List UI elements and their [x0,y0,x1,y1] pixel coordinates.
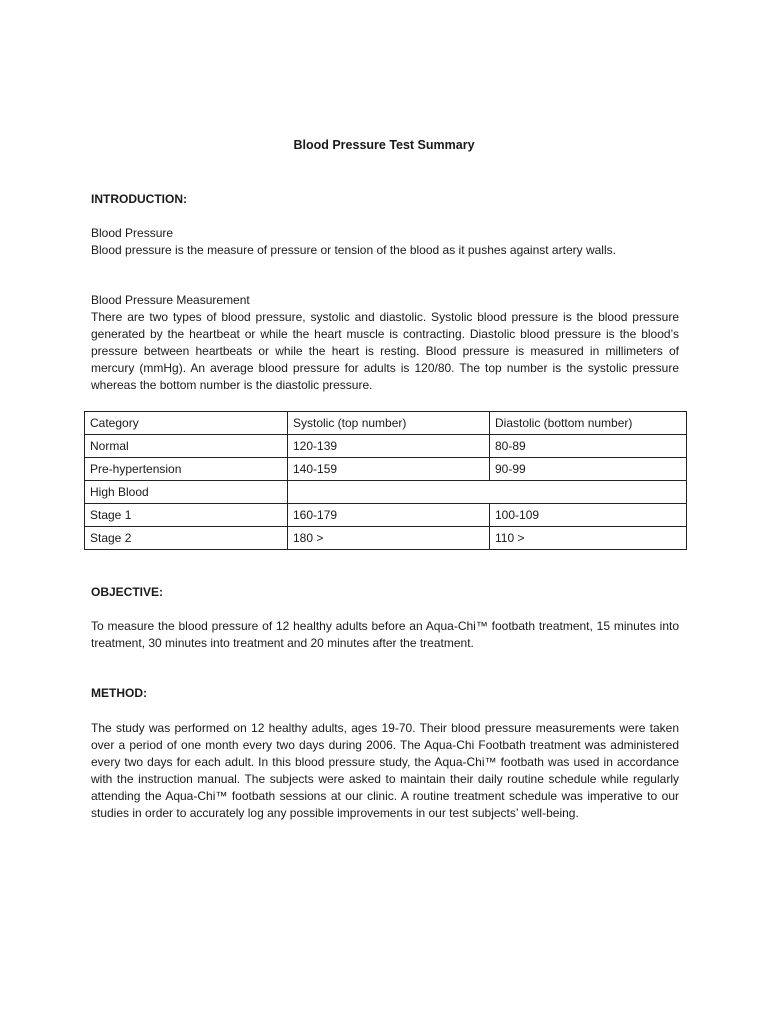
table-cell: 160-179 [288,504,490,527]
header-category: Category [85,412,288,435]
table-cell: 110 > [490,527,687,550]
table-cell: 100-109 [490,504,687,527]
header-diastolic: Diastolic (bottom number) [490,412,687,435]
measurement-subheading: Blood Pressure Measurement [91,293,250,307]
table-row [85,504,687,527]
table-cell: 80-89 [490,435,687,458]
table-cell-merged [288,481,687,504]
table-cell: High Blood [85,481,288,504]
table-cell: Stage 2 [85,527,288,550]
table-cell: 180 > [288,527,490,550]
table-row [85,435,687,458]
table-cell: Stage 1 [85,504,288,527]
table-row [85,481,687,504]
introduction-heading: INTRODUCTION: [91,192,187,206]
blood-pressure-paragraph: Blood pressure is the measure of pressure or tension of the blood as it pushes against artery walls. [91,243,616,257]
blood-pressure-table [84,411,687,550]
table-cell: 140-159 [288,458,490,481]
header-systolic: Systolic (top number) [288,412,490,435]
table-cell: Normal [85,435,288,458]
table-cell: 90-99 [490,458,687,481]
method-heading: METHOD: [91,686,147,700]
objective-paragraph: To measure the blood pressure of 12 healthy adults before an Aqua-Chi™ footbath treatment, 15 minutes into treatment, 30 minutes into treatment and 20 minutes after the treatment. [91,619,679,650]
method-paragraph: The study was performed on 12 healthy adults, ages 19-70. Their blood pressure measurements were taken over a period of one month every two days during 2006. The Aqua-Chi Footbath treatment was administered every two days for each adult. In this blood pressure study, the Aqua-Chi™ footbath was used in accordance with the instruction manual. The subjects were asked to maintain their daily routine schedule while regularly attending the Aqua-Chi™ footbath sessions at our clinic. A routine treatment schedule was imperative to our studies in order to accurately log any possible improvements in our test subjects’ well-being. [91,721,679,820]
page-title: Blood Pressure Test Summary [293,138,475,152]
table-header-row [85,412,687,435]
table-cell: Pre-hypertension [85,458,288,481]
table-cell: 120-139 [288,435,490,458]
table-row [85,458,687,481]
measurement-paragraph: There are two types of blood pressure, systolic and diastolic. Systolic blood pressure is the blood pressure generated by the heartbeat or while the heart muscle is contracting. Diastolic blood pressure is the blood’s pressure between heartbeats or while the heart is resting. Blood pressure is measured in millimeters of mercury (mmHg). An average blood pressure for adults is 120/80. The top number is the systolic pressure whereas the bottom number is the diastolic pressure. [91,310,679,392]
blood-pressure-subheading: Blood Pressure [91,226,174,240]
objective-heading: OBJECTIVE: [91,585,164,599]
table-row [85,527,687,550]
